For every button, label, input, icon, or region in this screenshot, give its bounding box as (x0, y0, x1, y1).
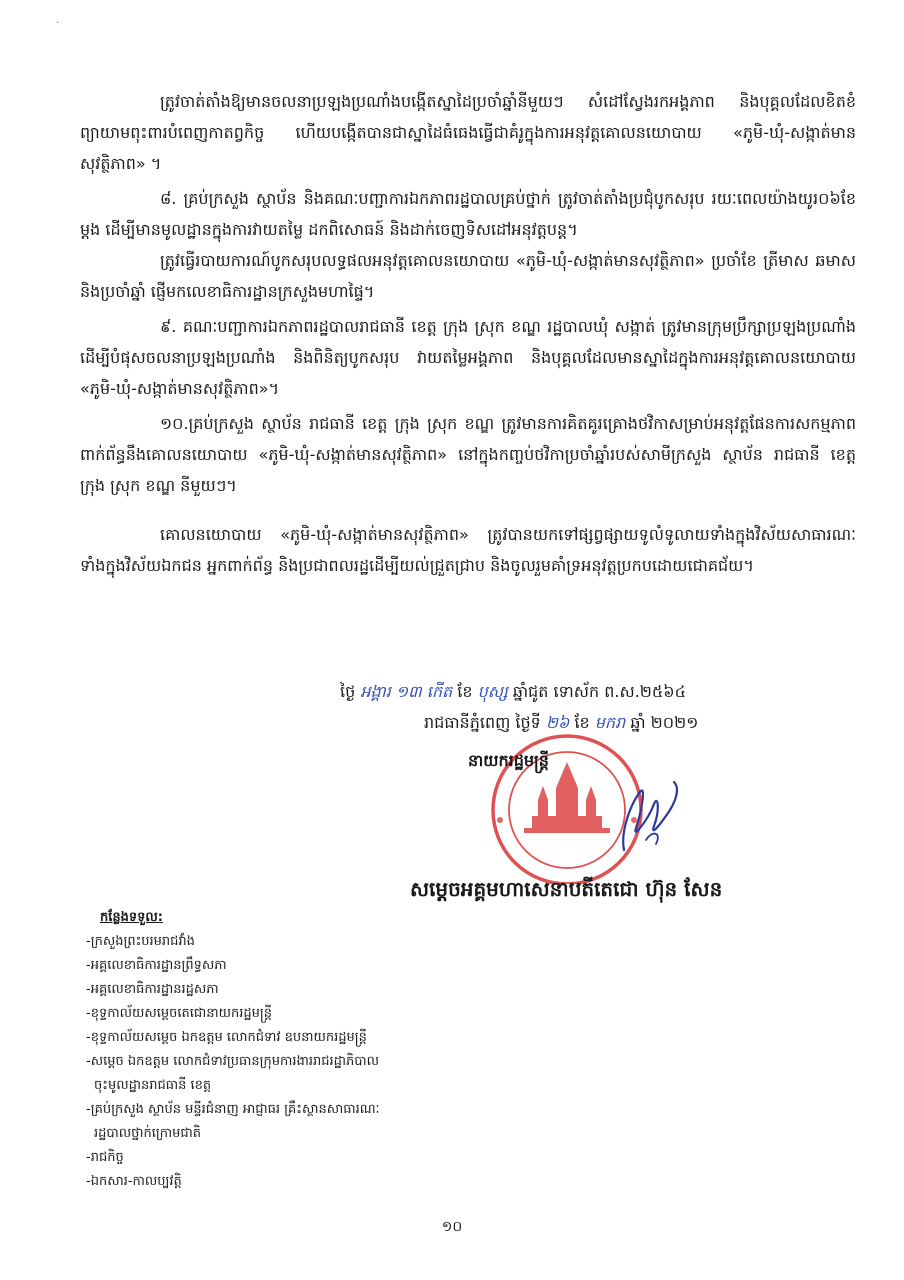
solar-month-label: ខែ (574, 713, 590, 732)
lunar-day-handwritten: អង្គារ ១៣ កើត (360, 682, 453, 701)
lunar-year: ឆ្នាំជូត ទោស័ក ព.ស.២៥៦៤ (512, 682, 686, 701)
recipient-item: -គ្រប់ក្រសួង ស្ថាប័ន មន្ទីរជំនាញ អាជ្ញាធរ គ្រឹះស្ថានសាធារណៈ (86, 1102, 380, 1117)
paragraph-lead: ត្រូវចាត់តាំងឱ្យមានចលនាប្រឡងប្រណាំងបង្កើតស្នាដៃប្រចាំឆ្នាំនីមួយៗ សំដៅស្វែងរកអង្គភាព និងបុគ្គលដែលខិតខំព្យាយាមពុះពារបំពេញកាតព្វកិច្ច ហើយបង្កើតបានជាស្នាដៃធំធេងធ្វើជាគំរូក្នុងការអនុវត្តគោលនយោបាយ «ភូមិ-ឃុំ-សង្កាត់មានសុវត្ថិភាព» ។ (80, 92, 856, 173)
paragraph-9: ៩. គណៈបញ្ជាការឯកភាពរដ្ឋបាលរាជធានី ខេត្ត ក្រុង ស្រុក ខណ្ឌ រដ្ឋបាលឃុំ សង្កាត់ ត្រូវមានក្រុមប្រឹក្សាប្រឡងប្រណាំង ដើម្បីបំផុសចលនាប្រឡងប្រណាំង និងពិនិត្យបូកសរុប វាយតម្លៃអង្គភាព និងបុគ្គលដែលមានស្នាដៃក្នុងការអនុវត្តគោលនយោបាយ «ភូមិ-ឃុំ-សង្កាត់មានសុវត្ថិភាព»។ (80, 317, 856, 398)
solar-year: ឆ្នាំ ២០២១ (630, 713, 699, 732)
paragraph-8: ៨. គ្រប់ក្រសួង ស្ថាប័ន និងគណៈបញ្ជាការឯកភាពរដ្ឋបាលគ្រប់ថ្នាក់ ត្រូវចាត់តាំងប្រជុំបូកសរុប រយៈពេលយ៉ាងយូរ០៦ខែម្តង ដើម្បីមានមូលដ្ឋានក្នុងការវាយតម្លៃ ដកពិសោធន៍ និងដាក់ចេញទិសដៅអនុវត្តបន្ត។ (80, 189, 856, 239)
recipients-heading: កន្លែងទទួល: (100, 910, 163, 925)
recipient-item: -អគ្គលេខាធិការដ្ឋានព្រឹទ្ធសភា (86, 958, 227, 973)
solar-month-handwritten: មករា (594, 713, 626, 732)
recipient-item: -ខុទ្ទកាល័យសម្តេចតេជោនាយករដ្ឋមន្ត្រី (86, 1006, 272, 1021)
scan-mark: · (56, 18, 60, 29)
signature-mark (596, 770, 696, 860)
place-prefix: រាជធានីភ្នំពេញ ថ្ងៃទី (424, 713, 541, 732)
date-block (340, 676, 860, 738)
paragraph-closing: គោលនយោបាយ «ភូមិ-ឃុំ-សង្កាត់មានសុវត្ថិភាព» ត្រូវបានយកទៅផ្សព្វផ្សាយទូលំទូលាយទាំងក្នុងវិស័យសាធារណៈ ទាំងក្នុងវិស័យឯកជន អ្នកពាក់ព័ន្ធ និងប្រជាពលរដ្ឋដើម្បីយល់ជ្រួតជ្រាប និងចូលរួមគាំទ្រអនុវត្តប្រកបដោយជោគជ័យ។ (80, 525, 856, 575)
recipients-list (86, 906, 506, 1194)
lunar-date-line (340, 676, 860, 707)
body-text (80, 86, 856, 585)
recipient-item: -រាជកិច្ច (86, 1150, 124, 1165)
recipient-item: -ឯកសារ-កាលប្បវត្តិ (86, 1174, 182, 1189)
lunar-month-handwritten: បុស្ស (477, 682, 508, 701)
solar-date-line (340, 707, 860, 738)
solar-day-handwritten: ២៦ (545, 713, 570, 732)
lunar-prefix: ថ្ងៃ (340, 682, 356, 701)
recipient-item: -អគ្គលេខាធិការដ្ឋានរដ្ឋសភា (86, 982, 219, 997)
signatory-title: នាយករដ្ឋមន្ត្រី (468, 751, 549, 770)
page-number: ១០ (441, 1219, 463, 1235)
recipient-item-continuation: រដ្ឋបាលថ្នាក់ក្រោមជាតិ (94, 1126, 202, 1141)
recipient-item: -ក្រសួងព្រះបរមរាជវាំង (86, 934, 195, 949)
lunar-month-label: ខែ (457, 682, 473, 701)
recipient-item-continuation: ចុះមូលដ្ឋានរាជធានី ខេត្ត (94, 1078, 212, 1093)
paragraph-8-report: ត្រូវធ្វើរបាយការណ៍បូកសរុបលទ្ធផលអនុវត្តគោលនយោបាយ «ភូមិ-ឃុំ-សង្កាត់មានសុវត្ថិភាព» ប្រចាំខែ ត្រីមាស ឆមាស និងប្រចាំឆ្នាំ ផ្ញើមកលេខាធិការដ្ឋានក្រសួងមហាផ្ទៃ។ (80, 251, 856, 301)
recipient-item: -ខុទ្ទកាល័យសម្តេច ឯកឧត្តម លោកជំទាវ ឧបនាយករដ្ឋមន្ត្រី (86, 1030, 367, 1045)
paragraph-10: ១០.គ្រប់ក្រសួង ស្ថាប័ន រាជធានី ខេត្ត ក្រុង ស្រុក ខណ្ឌ ត្រូវមានការគិតគូរគ្រោងថវិកាសម្រាប់អនុវត្តផែនការសកម្មភាពពាក់ព័ន្ធនឹងគោលនយោបាយ «ភូមិ-ឃុំ-សង្កាត់មានសុវត្ថិភាព» នៅក្នុងកញ្ចប់ថវិកាប្រចាំឆ្នាំរបស់សាមីក្រសួង ស្ថាប័ន រាជធានី ខេត្ត ក្រុង ស្រុក ខណ្ឌ នីមួយៗ។ (80, 414, 856, 495)
recipient-item: -សម្តេច ឯកឧត្តម លោកជំទាវប្រធានក្រុមការងាររាជរដ្ឋាភិបាល (86, 1054, 380, 1069)
signer-name: សម្តេចអគ្គមហាសេនាបតីតេជោ ហ៊ុន សែន (410, 877, 723, 901)
